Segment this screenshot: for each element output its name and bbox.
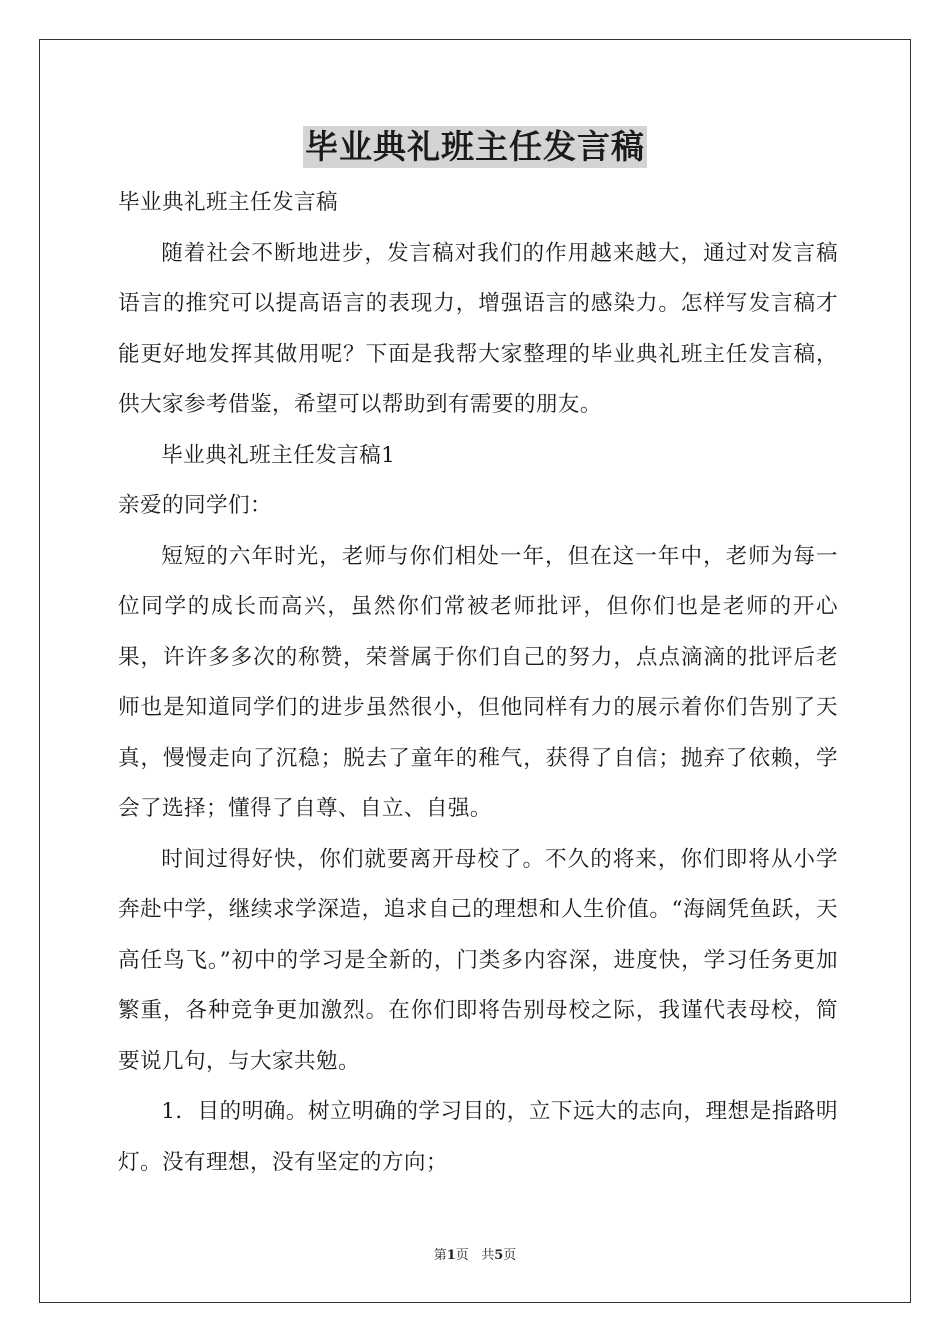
page-prefix: 第 [433,1248,447,1263]
body-paragraph: 时间过得好快，你们就要离开母校了。不久的将来，你们即将从小学奔赴中学，继续求学深造，追求自己的理想和人生价值。“海阔凭鱼跃，天高任鸟飞。”初中的学习是全新的，门类多内容深，进度快，学习任务更加繁重，各种竞争更加激烈。在你们即将告别母校之际，我谨代表母校，简要说几句，与大家共勉。 [118,846,838,1074]
salutation: 亲爱的同学们： [118,493,272,518]
page-suffix: 页 [455,1248,469,1263]
total-suffix: 页 [503,1248,517,1263]
body-paragraph: 1．目的明确。树立明确的学习目的，立下远大的志向，理想是指路明灯。没有理想，没有坚定的方向； [118,1099,838,1175]
intro-paragraph: 随着社会不断地进步，发言稿对我们的作用越来越大，通过对发言稿语言的推究可以提高语言的表现力，增强语言的感染力。怎样写发言稿才能更好地发挥其做用呢？下面是我帮大家整理的毕业典礼班主任发言稿，供大家参考借鉴，希望可以帮助到有需要的朋友。 [118,240,838,417]
subtitle-paragraph: 毕业典礼班主任发言稿 [118,190,338,215]
document-body [118,178,838,1188]
title-wrapper [0,126,950,168]
page-total: 5 [494,1248,504,1263]
page-current: 1 [446,1248,456,1263]
page-footer [0,1244,950,1263]
section-heading: 毕业典礼班主任发言稿1 [161,442,396,468]
document-title: 毕业典礼班主任发言稿 [305,127,645,166]
total-prefix: 共 [481,1248,495,1263]
body-paragraph: 短短的六年时光，老师与你们相处一年，但在这一年中，老师为每一位同学的成长而高兴，虽然你们常被老师批评，但你们也是老师的开心果，许许多多次的称赞，荣誉属于你们自己的努力，点点滴滴的批评后老师也是知道同学们的进步虽然很小，但他同样有力的展示着你们告别了天真，慢慢走向了沉稳；脱去了童年的稚气，获得了自信；抛弃了依赖，学会了选择；懂得了自尊、自立、自强。 [118,543,838,821]
